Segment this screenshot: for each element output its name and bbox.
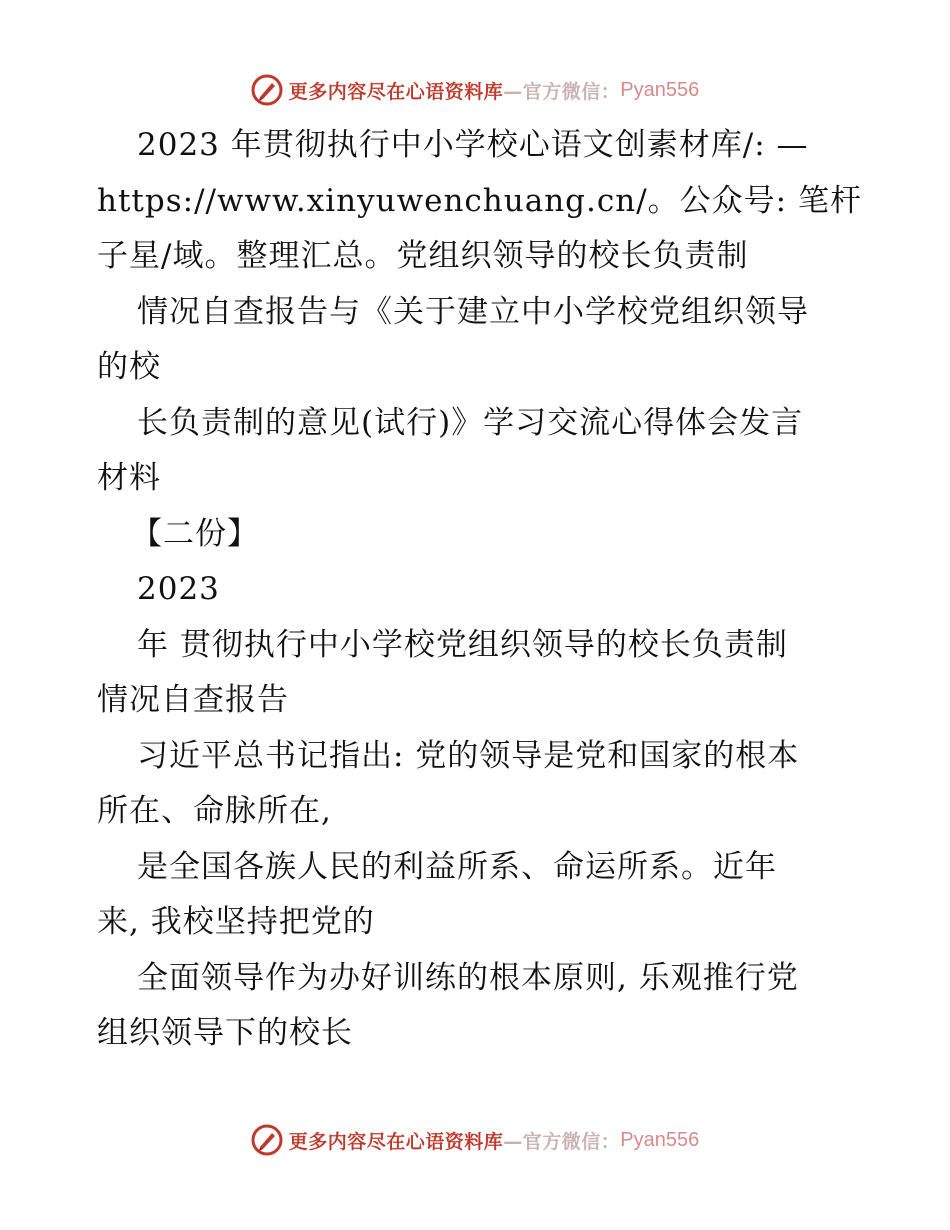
text-line: 年 贯彻执行中小学校党组织领导的校长负责制 — [137, 626, 788, 663]
footer-banner — [0, 1122, 950, 1158]
banner-text: 更多内容尽在心语资料库 — [288, 1130, 504, 1153]
header-banner — [0, 72, 950, 108]
text-line: 2023 — [137, 571, 220, 607]
text-line: 情况自查报告 — [97, 682, 289, 718]
text-line: 材料 — [97, 460, 161, 496]
text-line: https://www.xinyuwenchuang.cn/。公众号: 笔杆 — [97, 182, 862, 219]
banner-wechat-label: —官方微信： — [503, 1130, 621, 1153]
text-line: 所在、命脉所在, — [97, 793, 332, 829]
text-line: 组织领导下的校长 — [97, 1015, 353, 1051]
text-line: 全面领导作为办好训练的根本原则, 乐观推行党 — [137, 959, 799, 996]
pen-logo-icon — [251, 74, 283, 106]
document-body — [97, 118, 862, 1062]
section-label: 【二份】 — [131, 515, 259, 552]
pen-logo-icon — [251, 1124, 283, 1156]
text-line: 2023 年贯彻执行中小学校心语文创素材库/: — — [137, 127, 809, 163]
text-line: 来, 我校坚持把党的 — [97, 904, 375, 940]
banner-wechat-id: Pyan556 — [620, 1128, 700, 1151]
text-line: 是全国各族人民的利益所系、命运所系。近年 — [137, 848, 777, 885]
text-line: 习近平总书记指出: 党的领导是党和国家的根本 — [137, 737, 800, 774]
banner-wechat-id: Pyan556 — [620, 78, 700, 101]
text-line: 子星/域。整理汇总。党组织领导的校长负责制 — [97, 238, 749, 274]
text-line: 的校 — [97, 349, 161, 385]
text-line: 情况自查报告与《关于建立中小学校党组织领导 — [137, 293, 809, 330]
text-line: 长负责制的意见(试行)》学习交流心得体会发言 — [137, 404, 804, 441]
banner-wechat-label: —官方微信： — [503, 80, 621, 103]
banner-text: 更多内容尽在心语资料库 — [288, 80, 504, 103]
